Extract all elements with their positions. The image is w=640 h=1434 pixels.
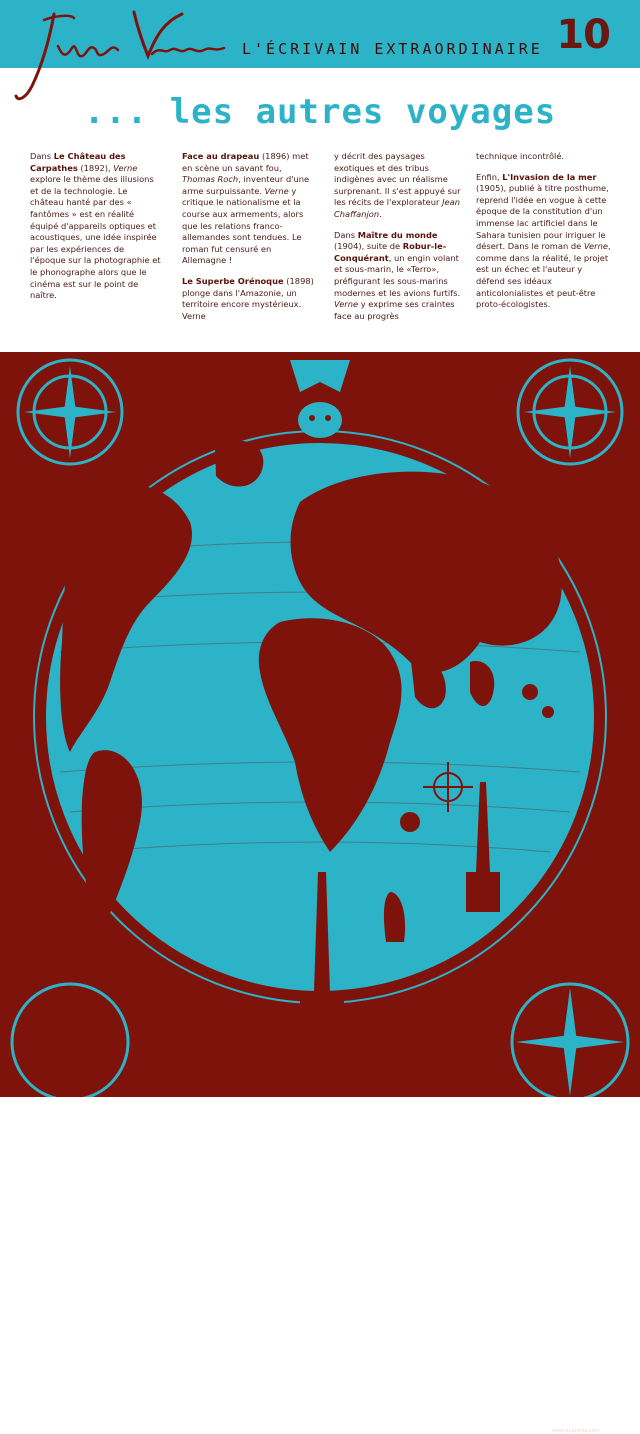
text-run: Enfin, bbox=[476, 171, 503, 182]
publisher-logo: expośika bbox=[552, 1414, 608, 1427]
text-run: Dans bbox=[30, 151, 54, 161]
book-title: Le Superbe Orénoque bbox=[182, 275, 284, 286]
text-column-4 bbox=[476, 151, 612, 320]
text-run: y décrit des paysages exotiques et des tribus indigènes avec un réalisme surprenant. Il s'est appuyé sur les récits de l'explorateur bbox=[334, 151, 461, 208]
text-column-1 bbox=[30, 151, 162, 311]
paragraph bbox=[30, 151, 162, 302]
text-run: y critique le nationalisme et la course aux armements, alors que les relations franco-allemandes sont tendues. Le roman fut censuré en Allemagne ! bbox=[182, 185, 304, 266]
panel-number: 10 bbox=[556, 12, 610, 58]
publisher-url: www.exposika.com bbox=[552, 1428, 600, 1434]
text-run: , inventeur d'une arme surpuissante. bbox=[182, 174, 310, 196]
text-run: (1896) met en scène un savant fou, bbox=[182, 151, 309, 173]
text-run: (1892), bbox=[77, 162, 114, 173]
text-run: Verne bbox=[334, 299, 359, 310]
text-run: . bbox=[379, 208, 382, 219]
signature-logo bbox=[14, 6, 234, 106]
text-run: Jean Chaffanjon bbox=[334, 197, 460, 219]
text-run: explore le thème des illusions et de la technologie. Le château hanté par des « fantômes » est en réalité équipé d'appareils optiques et acoustiques, une idée inspirée par les expériences de l'époque sur la photographie et le phonographe alors que le cinéma est sur le point de naître. bbox=[30, 174, 161, 301]
header-band bbox=[0, 0, 640, 68]
text-run: Dans bbox=[334, 229, 358, 240]
book-title: L'Invasion de la mer bbox=[502, 171, 597, 182]
book-title: Maître du monde bbox=[357, 229, 438, 240]
text-run: Verne bbox=[113, 162, 138, 173]
paragraph bbox=[476, 172, 612, 311]
book-title: Robur-le-Conquérant bbox=[334, 241, 447, 263]
page-title: ... les autres voyages bbox=[83, 92, 557, 132]
text-run: , comme dans la réalité, le projet est un échec et l'auteur y défend ses idéaux anticolonialistes et peut-être proto-écologistes. bbox=[476, 241, 611, 310]
text-column-3 bbox=[334, 151, 466, 331]
text-run: Thomas Roch bbox=[182, 174, 239, 185]
book-title: Face au drapeau bbox=[182, 151, 260, 161]
text-run: Verne bbox=[264, 185, 289, 196]
text-run: (1898) plonge dans l'Amazonie, un territoire encore mystérieux. Verne bbox=[182, 275, 314, 321]
world-map-icon bbox=[0, 352, 640, 1097]
text-run: technique incontrôlé. bbox=[476, 151, 565, 161]
paragraph bbox=[334, 230, 466, 323]
paragraph bbox=[182, 151, 314, 267]
world-map-illustration bbox=[0, 352, 640, 1434]
text-run: (1905), publié à titre posthume, reprend l'idée en vogue à cette époque de la constitution d'un immense lac artificiel dans le Sahara tunisien pour irriguer le désert. Dans le roman de bbox=[476, 183, 609, 252]
text-run: y exprime ses craintes face au progrès bbox=[334, 299, 455, 321]
text-run: (1904), suite de bbox=[334, 241, 403, 252]
paragraph bbox=[334, 151, 466, 221]
text-run: , un engin volant et sous-marin, le «Terro», préfigurant les sous-marins modernes et les avions furtifs. bbox=[334, 252, 461, 298]
text-column-2 bbox=[182, 151, 314, 331]
text-run: Verne bbox=[583, 241, 608, 252]
book-title: Le Château des Carpathes bbox=[30, 151, 126, 173]
paragraph bbox=[182, 276, 314, 322]
subtitle: L'ÉCRIVAIN EXTRAORDINAIRE bbox=[242, 40, 543, 58]
paragraph bbox=[476, 151, 612, 163]
